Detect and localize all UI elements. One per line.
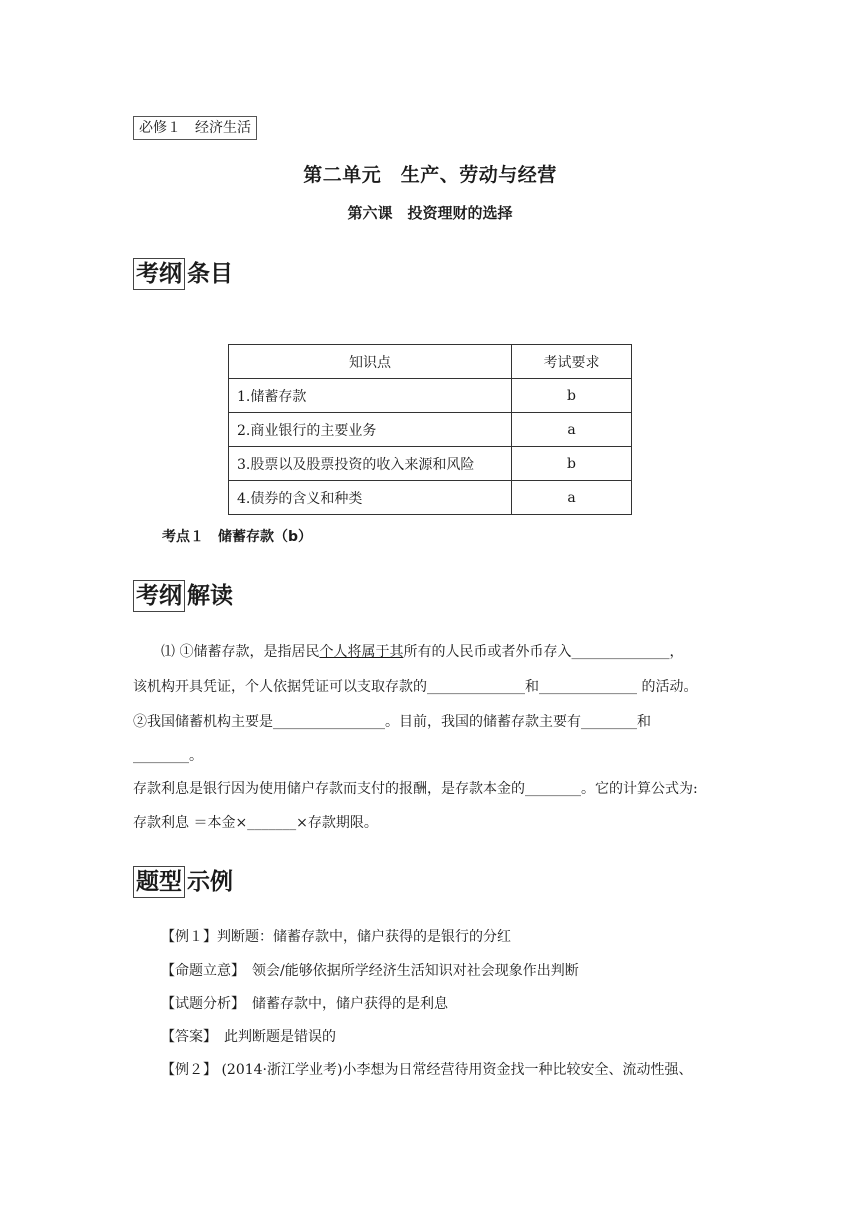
example-1-intent: 【命题立意】 领会/能够依据所学经济生活知识对社会现象作出判断 (161, 963, 579, 979)
table-cell: b (512, 447, 632, 481)
reading-line-3: ②我国储蓄机构主要是________________。目前，我国的储蓄存款主要有________和 (133, 714, 651, 730)
reading-line-5: 存款利息是银行因为使用储户存款而支付的报酬，是存款本金的________。它的计算公式为: (133, 781, 698, 797)
table-cell: 4.债券的含义和种类 (229, 481, 512, 515)
reading-line-1-b: 所有的人民币或者外币存入______________， (403, 644, 684, 660)
section-reading-heading (133, 580, 233, 612)
reading-line-2: 该机构开具凭证，个人依据凭证可以支取存款的______________和______________ 的活动。 (133, 679, 698, 695)
kaodian-title: 考点１ 储蓄存款（b） (162, 529, 313, 545)
reading-line-6: 存款利息 ＝本金×_______×存款期限。 (133, 815, 378, 831)
table-header-cell: 考试要求 (512, 345, 632, 379)
example-1-analysis: 【试题分析】 储蓄存款中，储户获得的是利息 (161, 996, 448, 1012)
section-examples-heading (133, 866, 233, 898)
reading-line-1-underlined: 个人将属于其 (319, 644, 404, 660)
section-examples-rest: 示例 (187, 869, 233, 895)
unit-title: 第二单元 生产、劳动与经营 (303, 164, 557, 186)
section-reading-rest: 解读 (187, 583, 233, 609)
reading-line-4: ________。 (133, 748, 203, 764)
knowledge-table (228, 344, 632, 515)
table-header-row (229, 345, 632, 379)
section-outline-box: 考纲 (133, 258, 185, 290)
example-2-question: 【例２】 (2014·浙江学业考)小李想为日常经营待用资金找一种比较安全、流动性强、 (161, 1062, 693, 1078)
table-row (229, 481, 632, 515)
section-outline-rest: 条目 (187, 261, 233, 287)
table-cell: 3.股票以及股票投资的收入来源和风险 (229, 447, 512, 481)
reading-line-1-a: ⑴ ①储蓄存款，是指居民 (161, 644, 320, 660)
table-header-cell: 知识点 (229, 345, 512, 379)
example-1-question: 【例１】判断题：储蓄存款中，储户获得的是银行的分红 (161, 929, 511, 945)
table-row (229, 413, 632, 447)
example-1-answer: 【答案】 此判断题是错误的 (161, 1029, 336, 1045)
course-tag: 必修１ 经济生活 (133, 116, 257, 140)
table-cell: a (512, 481, 632, 515)
section-examples-box: 题型 (133, 866, 185, 898)
table-cell: a (512, 413, 632, 447)
section-reading-box: 考纲 (133, 580, 185, 612)
lesson-title: 第六课 投资理财的选择 (347, 204, 513, 222)
table-cell: 1.储蓄存款 (229, 379, 512, 413)
section-outline-heading (133, 258, 233, 290)
table-cell: 2.商业银行的主要业务 (229, 413, 512, 447)
table-row (229, 379, 632, 413)
table-row (229, 447, 632, 481)
reading-line-1 (161, 642, 683, 662)
table-cell: b (512, 379, 632, 413)
